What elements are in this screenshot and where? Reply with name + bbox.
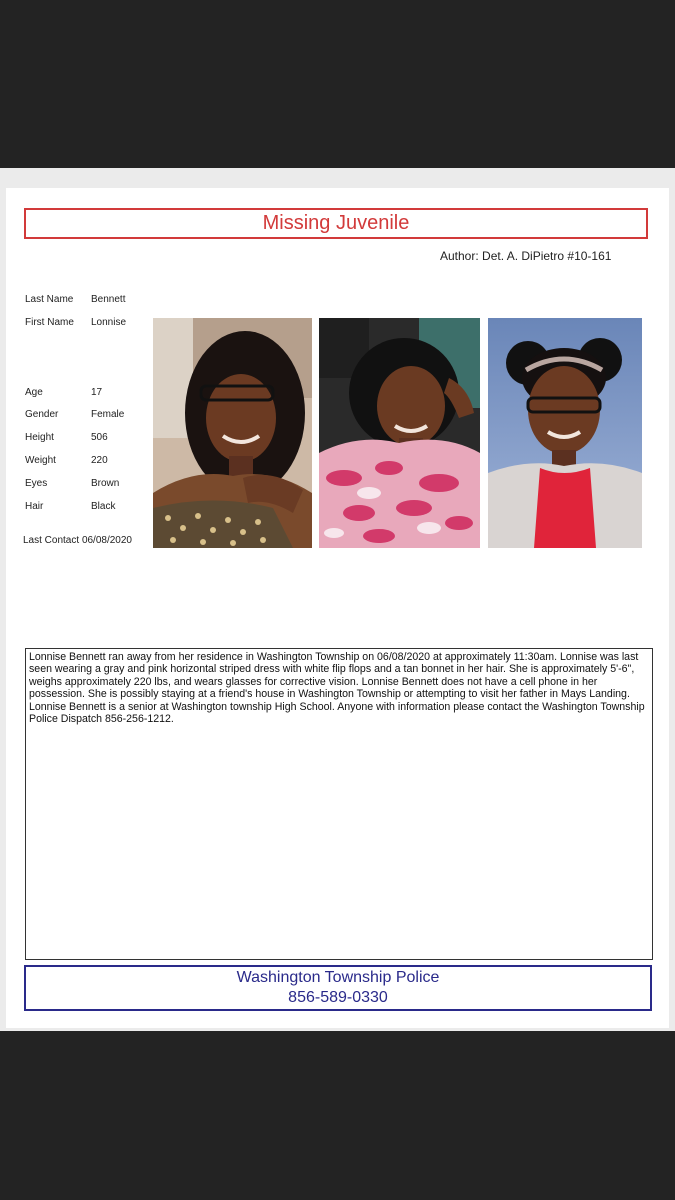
field-value: 06/08/2020 xyxy=(81,535,132,546)
field-value: 506 xyxy=(91,432,108,443)
photo-3 xyxy=(488,318,642,548)
photo-1 xyxy=(153,318,312,548)
portrait-photo-1 xyxy=(153,318,312,548)
field-label: Age xyxy=(25,387,43,398)
field-label: Hair xyxy=(25,501,44,512)
author-line: Author: Det. A. DiPietro #10-161 xyxy=(440,249,612,263)
portrait-photo-3 xyxy=(488,318,642,548)
field-value: Female xyxy=(91,409,125,420)
field-value: Lonnise xyxy=(91,317,127,328)
field-last-contact xyxy=(23,535,132,546)
flyer-title: Missing Juvenile xyxy=(24,208,648,239)
agency-name: Washington Township Police xyxy=(236,969,440,986)
field-label: Height xyxy=(25,432,54,443)
field-label: First Name xyxy=(25,317,74,328)
field-label: Last Name xyxy=(25,294,74,305)
screenshot-sheet xyxy=(0,168,675,1031)
field-value: Brown xyxy=(91,478,120,489)
narrative-text: Lonnise Bennett ran away from her residence in Washington Township on 06/08/2020 at approximately 11:30am. Lonnise was last seen wearing a gray and pink horizontal striped dress with white flip flops and a tan bonnet in her hair. She is approximately 5'-6", weighs approximately 220 lbs, and wears glasses for corrective vision. Lonnise Bennett does not have a cell phone in her possession. She is possibly staying at a friend's house in Washington Township or attempting to visit her father in Mays Landing. Lonnise Bennett is a senior at Washington township High School. Anyone with information please contact the Washington Township Police Dispatch 856-256-1212. xyxy=(25,648,653,960)
field-value: Black xyxy=(91,501,116,512)
field-label: Gender xyxy=(25,409,59,420)
field-label: Weight xyxy=(25,455,56,466)
field-value: 17 xyxy=(91,387,103,398)
field-label: Last Contact xyxy=(23,535,80,546)
field-label: Eyes xyxy=(25,478,48,489)
flyer-page xyxy=(6,188,669,1028)
contact-footer xyxy=(24,965,652,1011)
photo-2 xyxy=(319,318,480,548)
field-value: Bennett xyxy=(91,294,126,305)
agency-phone: 856-589-0330 xyxy=(288,989,388,1006)
portrait-photo-2 xyxy=(319,318,480,548)
field-value: 220 xyxy=(91,455,108,466)
